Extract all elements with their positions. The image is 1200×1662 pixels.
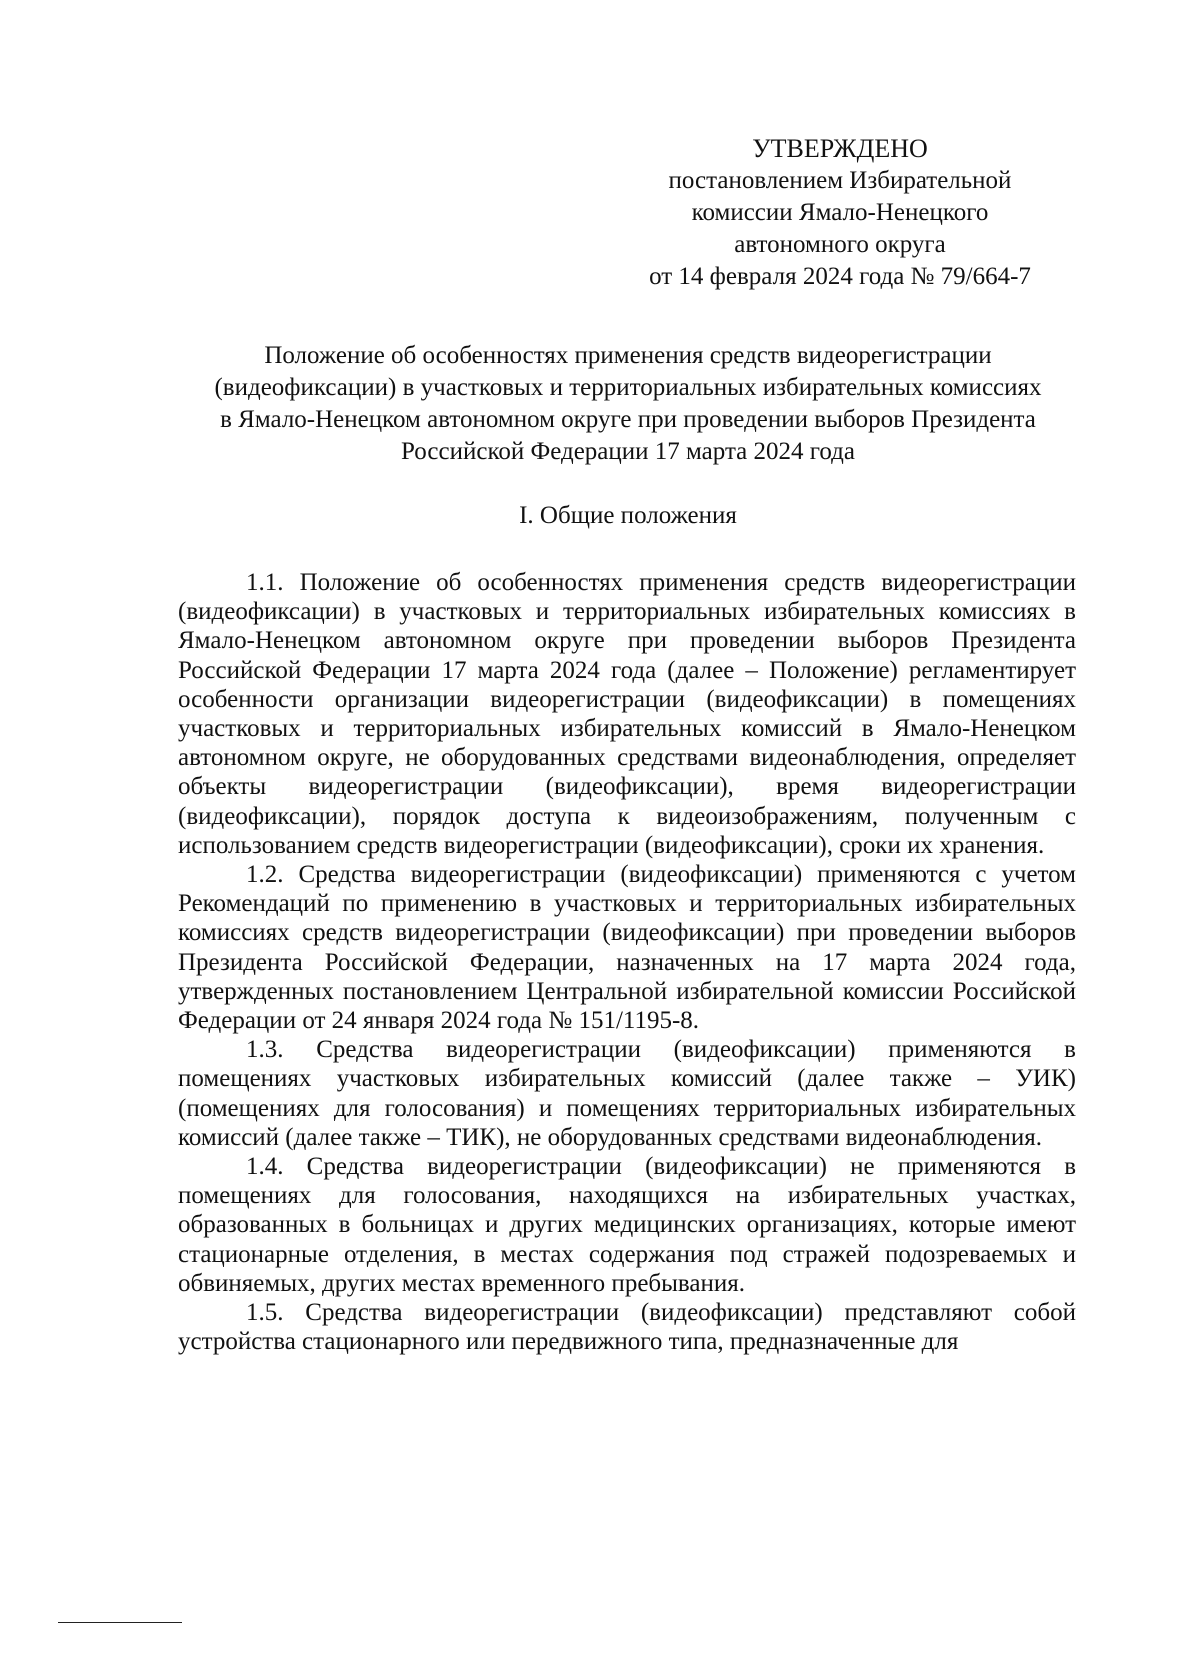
document-body <box>178 568 1076 1356</box>
document-title <box>178 340 1078 468</box>
title-line: Российской Федерации 17 марта 2024 года <box>401 438 855 465</box>
paragraph-1-5: 1.5. Средства видеорегистрации (видеофиксации) представляют собой устройства стационарного или передвижного типа, предназначенные для <box>178 1299 1076 1356</box>
paragraph-1-1: 1.1. Положение об особенностях применения средств видеорегистрации (видеофиксации) в участковых и территориальных избирательных комиссиях в Ямало-Ненецком автономном округе при проведении выборов Президента Российской Федерации 17 марта 2024 года (далее – Положение) регламентирует особенности организации видеорегистрации (видеофиксации) в помещениях участковых и территориальных избирательных комиссий в Ямало-Ненецком автономном округе, не оборудованных средствами видеонаблюдения, определяет объекты видеорегистрации (видеофиксации), время видеорегистрации (видеофиксации), порядок доступа к видеоизображениям, полученным с использованием средств видеорегистрации (видеофиксации), сроки их хранения. <box>178 569 1076 859</box>
title-line: в Ямало-Ненецком автономном округе при проведении выборов Президента <box>220 406 1036 433</box>
paragraph-1-3: 1.3. Средства видеорегистрации (видеофиксации) применяются в помещениях участковых избирательных комиссий (далее также – УИК) (помещениях для голосования) и помещениях территориальных избирательных комиссий (далее также – ТИК), не оборудованных средствами видеонаблюдения. <box>178 1036 1076 1151</box>
approval-line: постановлением Избирательной <box>668 167 1012 194</box>
paragraph-1-4: 1.4. Средства видеорегистрации (видеофиксации) не применяются в помещениях для голосования, находящихся на избирательных участках, образованных в больницах и других медицинских организациях, которые имеют стационарные отделения, в местах содержания под стражей подозреваемых и обвиняемых, других местах временного пребывания. <box>178 1153 1076 1297</box>
approval-block <box>620 133 1060 293</box>
title-line: Положение об особенностях применения средств видеорегистрации <box>264 342 992 369</box>
paragraph-1-2: 1.2. Средства видеорегистрации (видеофиксации) применяются с учетом Рекомендаций по применению в участковых и территориальных избирательных комиссиях средств видеорегистрации (видеофиксации) при проведении выборов Президента Российской Федерации, назначенных на 17 марта 2024 года, утвержденных постановлением Центральной избирательной комиссии Российской Федерации от 24 января 2024 года № 151/1195-8. <box>178 861 1076 1035</box>
approval-stamp: УТВЕРЖДЕНО <box>752 134 928 163</box>
approval-line: комиссии Ямало-Ненецкого <box>691 199 989 226</box>
title-line: (видеофиксации) в участковых и территориальных избирательных комиссиях <box>214 374 1042 401</box>
section-heading: I. Общие положения <box>519 502 737 529</box>
footnote-divider <box>58 1622 182 1623</box>
approval-line: от 14 февраля 2024 года № 79/664-7 <box>649 263 1031 290</box>
approval-line: автономного округа <box>734 231 946 258</box>
